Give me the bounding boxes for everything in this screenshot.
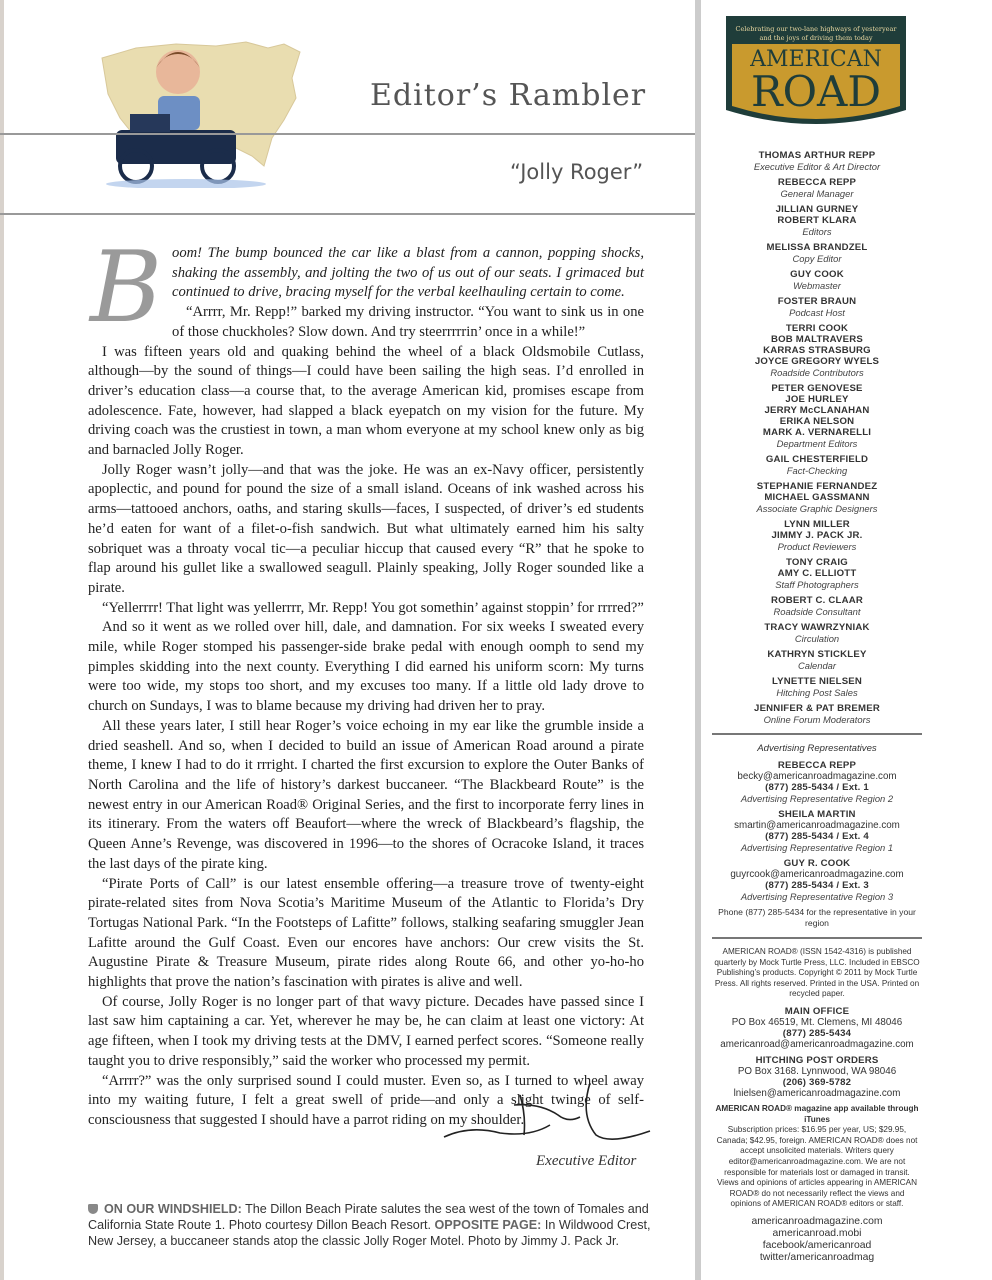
masthead-group bbox=[706, 519, 928, 552]
staff-name: ERIKA NELSON bbox=[779, 416, 855, 427]
svg-text:and the joys of driving them t: and the joys of driving them today bbox=[759, 34, 873, 42]
staff-role: Copy Editor bbox=[792, 253, 842, 264]
ad-rep: SHEILA MARTIN smartin@americanroadmagazine.com (877) 285-5434 / Ext. 4 Advertising Representative Region 1 bbox=[734, 809, 900, 853]
masthead-group bbox=[706, 269, 928, 291]
staff-role: Fact-Checking bbox=[786, 465, 848, 476]
article-paragraph: “Pirate Ports of Call” is our latest ensemble offering—a treasure trove of twenty-eight pirate-related sites from Nova Scotia’s Maritime Museum of the Atlantic to Florida’s Dry Tortugas National Park. “In the Footsteps of Lafitte” follows, stalking seafaring smuggler Jean Lafitte around the Gulf Coast. Even our encores have anchors: Our crew visits the St. Augustine Pirate & Treasure Museum, pirate rides along Route 66, and other yo-ho-ho highlights that prove the nation’s fascination with pirates is alive and well. bbox=[88, 875, 644, 991]
staff-name: LYNN MILLER bbox=[784, 519, 850, 530]
masthead-group bbox=[706, 150, 928, 172]
staff-name: MICHAEL GASSMANN bbox=[764, 492, 870, 503]
article-paragraph: All these years later, I still hear Roger’s voice echoing in my ear like the grumble inside a dried seashell. And so, when I decided to build an issue of American Road around a pirate theme, I knew I had to do it rrright. I charted the first excursion to explore the Outer Banks of North Carolina and the life of history’s darkest buccaneer. “The Blackbeard Route” is the newest entry in our American Road® Original Series, and the first to incorporate ferry lines in its itinerary. From the waters off Beaufort—where the wreck of Blackbeard’s flagship, the Queen Anne’s Revenge, was discovered in 1996—to the shores of Ocracoke Island, it traces the last days of the pirate king. bbox=[88, 717, 644, 872]
staff-name: GAIL CHESTERFIELD bbox=[765, 454, 869, 465]
staff-name: TRACY WAWRZYNIAK bbox=[764, 622, 870, 633]
page-title: Editor’s Rambler bbox=[370, 78, 647, 113]
staff-name: MARK A. VERNARELLI bbox=[762, 427, 872, 438]
staff-role: Executive Editor & Art Director bbox=[753, 161, 881, 172]
us-map-illustration bbox=[96, 38, 304, 188]
staff-role: Online Forum Moderators bbox=[763, 714, 871, 725]
link-website[interactable]: americanroadmagazine.com bbox=[751, 1215, 883, 1227]
staff-name: PETER GENOVESE bbox=[771, 383, 863, 394]
staff-role: Calendar bbox=[797, 660, 837, 671]
column-divider bbox=[695, 0, 701, 1280]
staff-name: ROBERT C. CLAAR bbox=[770, 595, 863, 606]
staff-name: JIMMY J. PACK JR. bbox=[771, 530, 863, 541]
masthead-group bbox=[706, 242, 928, 264]
article-body bbox=[88, 231, 644, 1131]
staff-role: General Manager bbox=[780, 188, 854, 199]
staff-name: AMY C. ELLIOTT bbox=[777, 568, 857, 579]
masthead-group bbox=[706, 557, 928, 590]
ad-rep: REBECCA REPP becky@americanroadmagazine.com (877) 285-5434 / Ext. 1 Advertising Representative Region 2 bbox=[737, 760, 897, 804]
masthead-group bbox=[706, 454, 928, 476]
sidebar-rule bbox=[712, 937, 922, 939]
ad-rep: GUY R. COOK guyrcook@americanroadmagazine.com (877) 285-5434 / Ext. 3 Advertising Representative Region 3 bbox=[730, 858, 904, 902]
article-subtitle: “Jolly Roger” bbox=[510, 160, 644, 184]
publication-statement: AMERICAN ROAD® (ISSN 1542-4316) is published quarterly by Mock Turtle Press, LLC. Included in EBSCO Publishing’s products. Copyright © 2011 by Mock Turtle Press. All rights reserved. Printed in the USA. Printed on recycled paper. bbox=[714, 947, 920, 999]
staff-name: REBECCA REPP bbox=[777, 177, 857, 188]
svg-text:AMERICAN: AMERICAN bbox=[750, 47, 882, 72]
header bbox=[0, 0, 696, 215]
subscription-info: Subscription prices: $16.95 per year, US; $29.95, Canada; $42.95, foreign. AMERICAN ROAD® does not accept unsolicited materials. Writers query editor@americanroadmagazine.com. We are not responsible for materials lost or damaged in transit. Views and opinions of articles appearing in AMERICAN ROAD® do not necessarily reflect the views and opinions of AMERICAN ROAD® editors or staff. bbox=[716, 1125, 918, 1209]
masthead-group bbox=[706, 676, 928, 698]
staff-name: JILLIAN GURNEY bbox=[775, 204, 859, 215]
staff-role: Podcast Host bbox=[789, 307, 845, 318]
photo-caption: ON OUR WINDSHIELD: The Dillon Beach Pirate salutes the sea west of the town of Tomales and California State Route 1. Photo courtesy Dillon Beach Resort. OPPOSITE PAGE: In Wildwood Crest, New Jersey, a buccaneer stands atop the classic Jolly Roger Motel. Photo by Jimmy J. Pack Jr. bbox=[88, 1202, 651, 1248]
staff-role: Department Editors bbox=[776, 438, 858, 449]
web-links bbox=[706, 1216, 928, 1264]
svg-text:ROAD: ROAD bbox=[750, 67, 882, 116]
masthead-rule bbox=[712, 733, 922, 735]
masthead-group bbox=[706, 622, 928, 644]
staff-name: JOYCE GREGORY WYELS bbox=[754, 356, 880, 367]
american-road-logo bbox=[722, 14, 910, 134]
staff-name: ROBERT KLARA bbox=[777, 215, 857, 226]
staff-name: LYNETTE NIELSEN bbox=[771, 676, 863, 687]
staff-name: THOMAS ARTHUR REPP bbox=[758, 150, 876, 161]
staff-name: JERRY McCLANAHAN bbox=[764, 405, 870, 416]
phone-note: Phone (877) 285-5434 for the representative in your region bbox=[718, 907, 916, 928]
main-office: MAIN OFFICE PO Box 46519, Mt. Clemens, MI 48046 (877) 285-5434 americanroad@americanroadmagazine.com bbox=[720, 1005, 914, 1050]
staff-name: JOE HURLEY bbox=[785, 394, 849, 405]
masthead-group bbox=[706, 204, 928, 237]
link-facebook[interactable]: facebook/americanroad bbox=[762, 1239, 872, 1251]
staff-name: FOSTER BRAUN bbox=[777, 296, 857, 307]
masthead bbox=[706, 150, 928, 1264]
masthead-group bbox=[706, 323, 928, 378]
staff-role: Roadside Contributors bbox=[770, 367, 864, 378]
staff-name: JENNIFER & PAT BREMER bbox=[754, 703, 880, 714]
app-note: AMERICAN ROAD® magazine app available through iTunes bbox=[715, 1103, 919, 1124]
staff-name: GUY COOK bbox=[790, 269, 844, 280]
article-paragraph: “Arrrr?” was the only surprised sound I could muster. Even so, as I turned to wheel away into my waiting future, I felt a great swell of pride—and only a slight twinge of self-consciousness that suggested I should have a parrot riding on my shoulder. bbox=[88, 1072, 644, 1128]
staff-role: Editors bbox=[802, 226, 832, 237]
model-t-car bbox=[116, 130, 236, 164]
hitching-post-orders: HITCHING POST ORDERS PO Box 3168. Lynnwood, WA 98046 (206) 369-5782 lnielsen@americanroadmagazine.com bbox=[733, 1054, 901, 1099]
article-paragraph: I was fifteen years old and quaking behind the wheel of a black Oldsmobile Cutlass, although—by the sound of things—I could have been sailing the high seas. I’d enrolled in driver’s education class—a course that, to the average American kid, promises escape from adolescence. Fate, however, had slapped a black eyepatch on my vision for the future. My driving coach was the crustiest in town, a man whom everyone at my school knew only as big and barnacled Jolly Roger. bbox=[88, 343, 644, 459]
masthead-group bbox=[706, 383, 928, 449]
staff-role: Webmaster bbox=[793, 280, 841, 291]
link-twitter[interactable]: twitter/americanroadmag bbox=[759, 1251, 875, 1263]
svg-text:Celebrating our two-lane highw: Celebrating our two-lane highways of yesteryear bbox=[735, 25, 897, 33]
advertising-heading: Advertising Representatives bbox=[757, 743, 877, 754]
staff-name: TERRI COOK bbox=[785, 323, 849, 334]
staff-name: KATHRYN STICKLEY bbox=[767, 649, 867, 660]
article-paragraph: “Yellerrrr! That light was yellerrrr, Mr. Repp! You got somethin’ against stoppin’ for rrrred?” bbox=[102, 599, 644, 616]
staff-name: KARRAS STRASBURG bbox=[763, 345, 871, 356]
masthead-group bbox=[706, 649, 928, 671]
staff-role: Associate Graphic Designers bbox=[756, 503, 878, 514]
staff-role: Staff Photographers bbox=[775, 579, 859, 590]
link-mobile[interactable]: americanroad.mobi bbox=[772, 1227, 862, 1239]
staff-role: Roadside Consultant bbox=[773, 606, 861, 617]
staff-role: Product Reviewers bbox=[777, 541, 857, 552]
staff-name: MELISSA BRANDZEL bbox=[766, 242, 868, 253]
article-paragraph: Jolly Roger wasn’t jolly—and that was the joke. He was an ex-Navy officer, persistently apoplectic, and pound for pound the size of a small island. Oceans of ink washed across his arms—tattooed anchors, oaths, and staring skulls—faces, I suspected, of driver’s ed students he’d eaten for want of a filet-o-fish sandwich. But what ultimately earned him his salty sobriquet was a throaty vocal tic—a peculiar hiccup that caused every “R” that he spoke to flap around his gullet like a swallowed seagull. Plainly speaking, Jolly Roger sounded like a pirate. bbox=[88, 461, 644, 596]
editor-signature bbox=[440, 1075, 660, 1155]
masthead-group bbox=[706, 177, 928, 199]
masthead-sidebar bbox=[706, 0, 928, 1280]
header-rule-top bbox=[0, 133, 696, 135]
masthead-group bbox=[706, 481, 928, 514]
masthead-group bbox=[706, 296, 928, 318]
staff-role: Circulation bbox=[794, 633, 840, 644]
signature-title: Executive Editor bbox=[536, 1153, 637, 1169]
masthead-group bbox=[706, 703, 928, 725]
article-paragraph: “Arrrr, Mr. Repp!” barked my driving instructor. “You want to sink us in one of those chuckholes? Slow down. And try steerrrrrin’ once in a while!” bbox=[172, 304, 644, 340]
shield-icon bbox=[88, 1204, 98, 1214]
drop-cap: B bbox=[90, 231, 163, 345]
header-rule-bottom bbox=[0, 213, 696, 215]
staff-name: STEPHANIE FERNANDEZ bbox=[756, 481, 878, 492]
article-paragraph: Boom! The bump bounced the car like a blast from a cannon, popping shocks, shaking the assembly, and jolting the two of us out of our seats. I grimaced but continued to drive, bracing myself for the verbal keelhauling certain to come. bbox=[90, 231, 644, 345]
article-paragraph: Of course, Jolly Roger is no longer part of that wavy picture. Decades have passed since I last saw him captaining a car. Yet, wherever he may be, he can claim at least one victory: At age fifteen, when I took my driving tests at the DMV, I earned perfect scores. “Someone really taught you to drive responsibly,” said the worker who processed my permit. bbox=[88, 993, 644, 1069]
staff-name: TONY CRAIG bbox=[786, 557, 848, 568]
staff-role: Hitching Post Sales bbox=[776, 687, 858, 698]
masthead-group bbox=[706, 595, 928, 617]
editor-caricature-head bbox=[156, 50, 200, 94]
article-paragraph: And so it went as we rolled over hill, dale, and damnation. For six weeks I sweated every mile, while Roger stomped his passenger-side brake pedal with enough oomph to send my pimples skidding into the next county. Everything I did earned his uniform scorn: My turns were too wide, my stops too short, and my excuses too many. If a little old lady drove to church on Sundays, I was to blame because my driving had driven her to pray. bbox=[88, 619, 644, 715]
staff-name: BOB MALTRAVERS bbox=[771, 334, 863, 345]
